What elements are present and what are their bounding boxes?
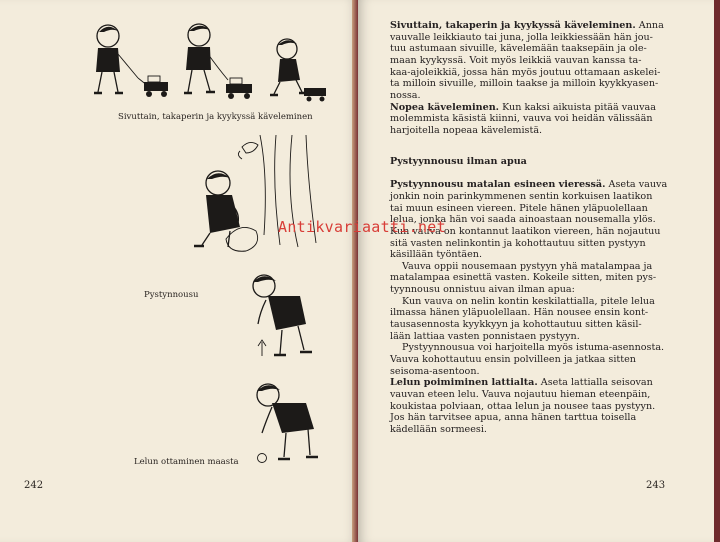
para-lower-objects: Vauva oppii nousemaan pystyyn yhä matalampaa ja matalampaa esinettä vasten. Kokeile sitten, miten pys- tyynnousu onnistuu aivan ilman apua: (390, 260, 657, 296)
child-squatting-toy (270, 39, 308, 95)
para-from-sitting: Pystyynnousua voi harjoitella myös istuma-asennosta. Vauva kohottautuu ensin polvilleen ja jatkaa sitten seisoma-asentoon. (390, 342, 665, 377)
right-page (358, 0, 714, 542)
caption-pickup: Lelun ottaminen maasta (134, 457, 239, 467)
child-pulling-toy-2 (184, 24, 228, 93)
toy-car-2 (226, 78, 252, 99)
standing-up-illustration (180, 135, 330, 260)
para-floor-crawl: Kun vauva on nelin kontin keskilattialla, pitele lelua ilmassa hänen yläpuolellaan. Hän nousee ensin kont- tausasennosta kyykkyyn ja kohottautuu sitten käsil- lään lattiaa vasten ponnistaen pystyyn. (390, 295, 655, 342)
child-pulling-toy-1 (94, 25, 148, 93)
para-low-object: Pystyynnousu matalan esineen vieressä. Aseta vauva jonkin noin parinkymmenen sentin korkuisen laatikon tai muun esineen viereen. Pitele hänen yläpuolellaan lelua, jonka hän voi saada ainoastaan nousemalla ylös. Kun vauva on kontannut laatikon viereen, hän nojautuu sitä vasten nelinkontin ja kohottautuu sitten pystyyn käsillään työntäen. (390, 179, 668, 261)
walking-illustration (82, 22, 332, 108)
left-page (0, 0, 359, 542)
para-toy-pickup: Lelun poimiminen lattialta. Aseta lattialla seisovan vauvan eteen lelu. Vauva nojautuu hieman eteenpäin, koukistaa polviaan, ottaa lelun ja nousee taas pystyyn. Jos hän tarvitsee apua, anna hänen tarttua toisella kädellään sormeesi. (390, 377, 656, 435)
standing-child-illustration (240, 272, 330, 364)
para-sideways-walking: Sivuttain, takaperin ja kyykyssä käveleminen. Anna vauvalle leikkiauto tai juna, jolla leikkiessään hän jou- tuu astumaan sivuille, kävelemään taaksepäin ja ole- maan kyykyssä. Voit myös leikkiä vauvan kanssa ta- kaa-ajoleikkiä, jossa hän myös joutuu ottamaan askelei- ta milloin sivuille, milloin taakse ja milloin kyykkyasen- nossa. (390, 20, 664, 101)
para-fast-walking: Nopea käveleminen. Kun kaksi aikuista pitää vauvaa molemmista käsistä kiinni, vauva voi heidän välissään harjoitella nopeaa kävelemistä. (390, 101, 656, 136)
toy-train (304, 88, 326, 102)
ball-icon (256, 452, 268, 464)
page-number-left: 242 (24, 480, 44, 491)
toy-car-1 (144, 76, 168, 97)
caption-walking: Sivuttain, takaperin ja kyykyssä käveleminen (118, 112, 313, 122)
watermark: Antikvariaatti.net (278, 218, 446, 236)
section-heading: Pystyynnousu ilman apua (390, 155, 527, 167)
caption-standing: Pystynnousu (144, 290, 199, 300)
page-number-right: 243 (646, 480, 666, 491)
